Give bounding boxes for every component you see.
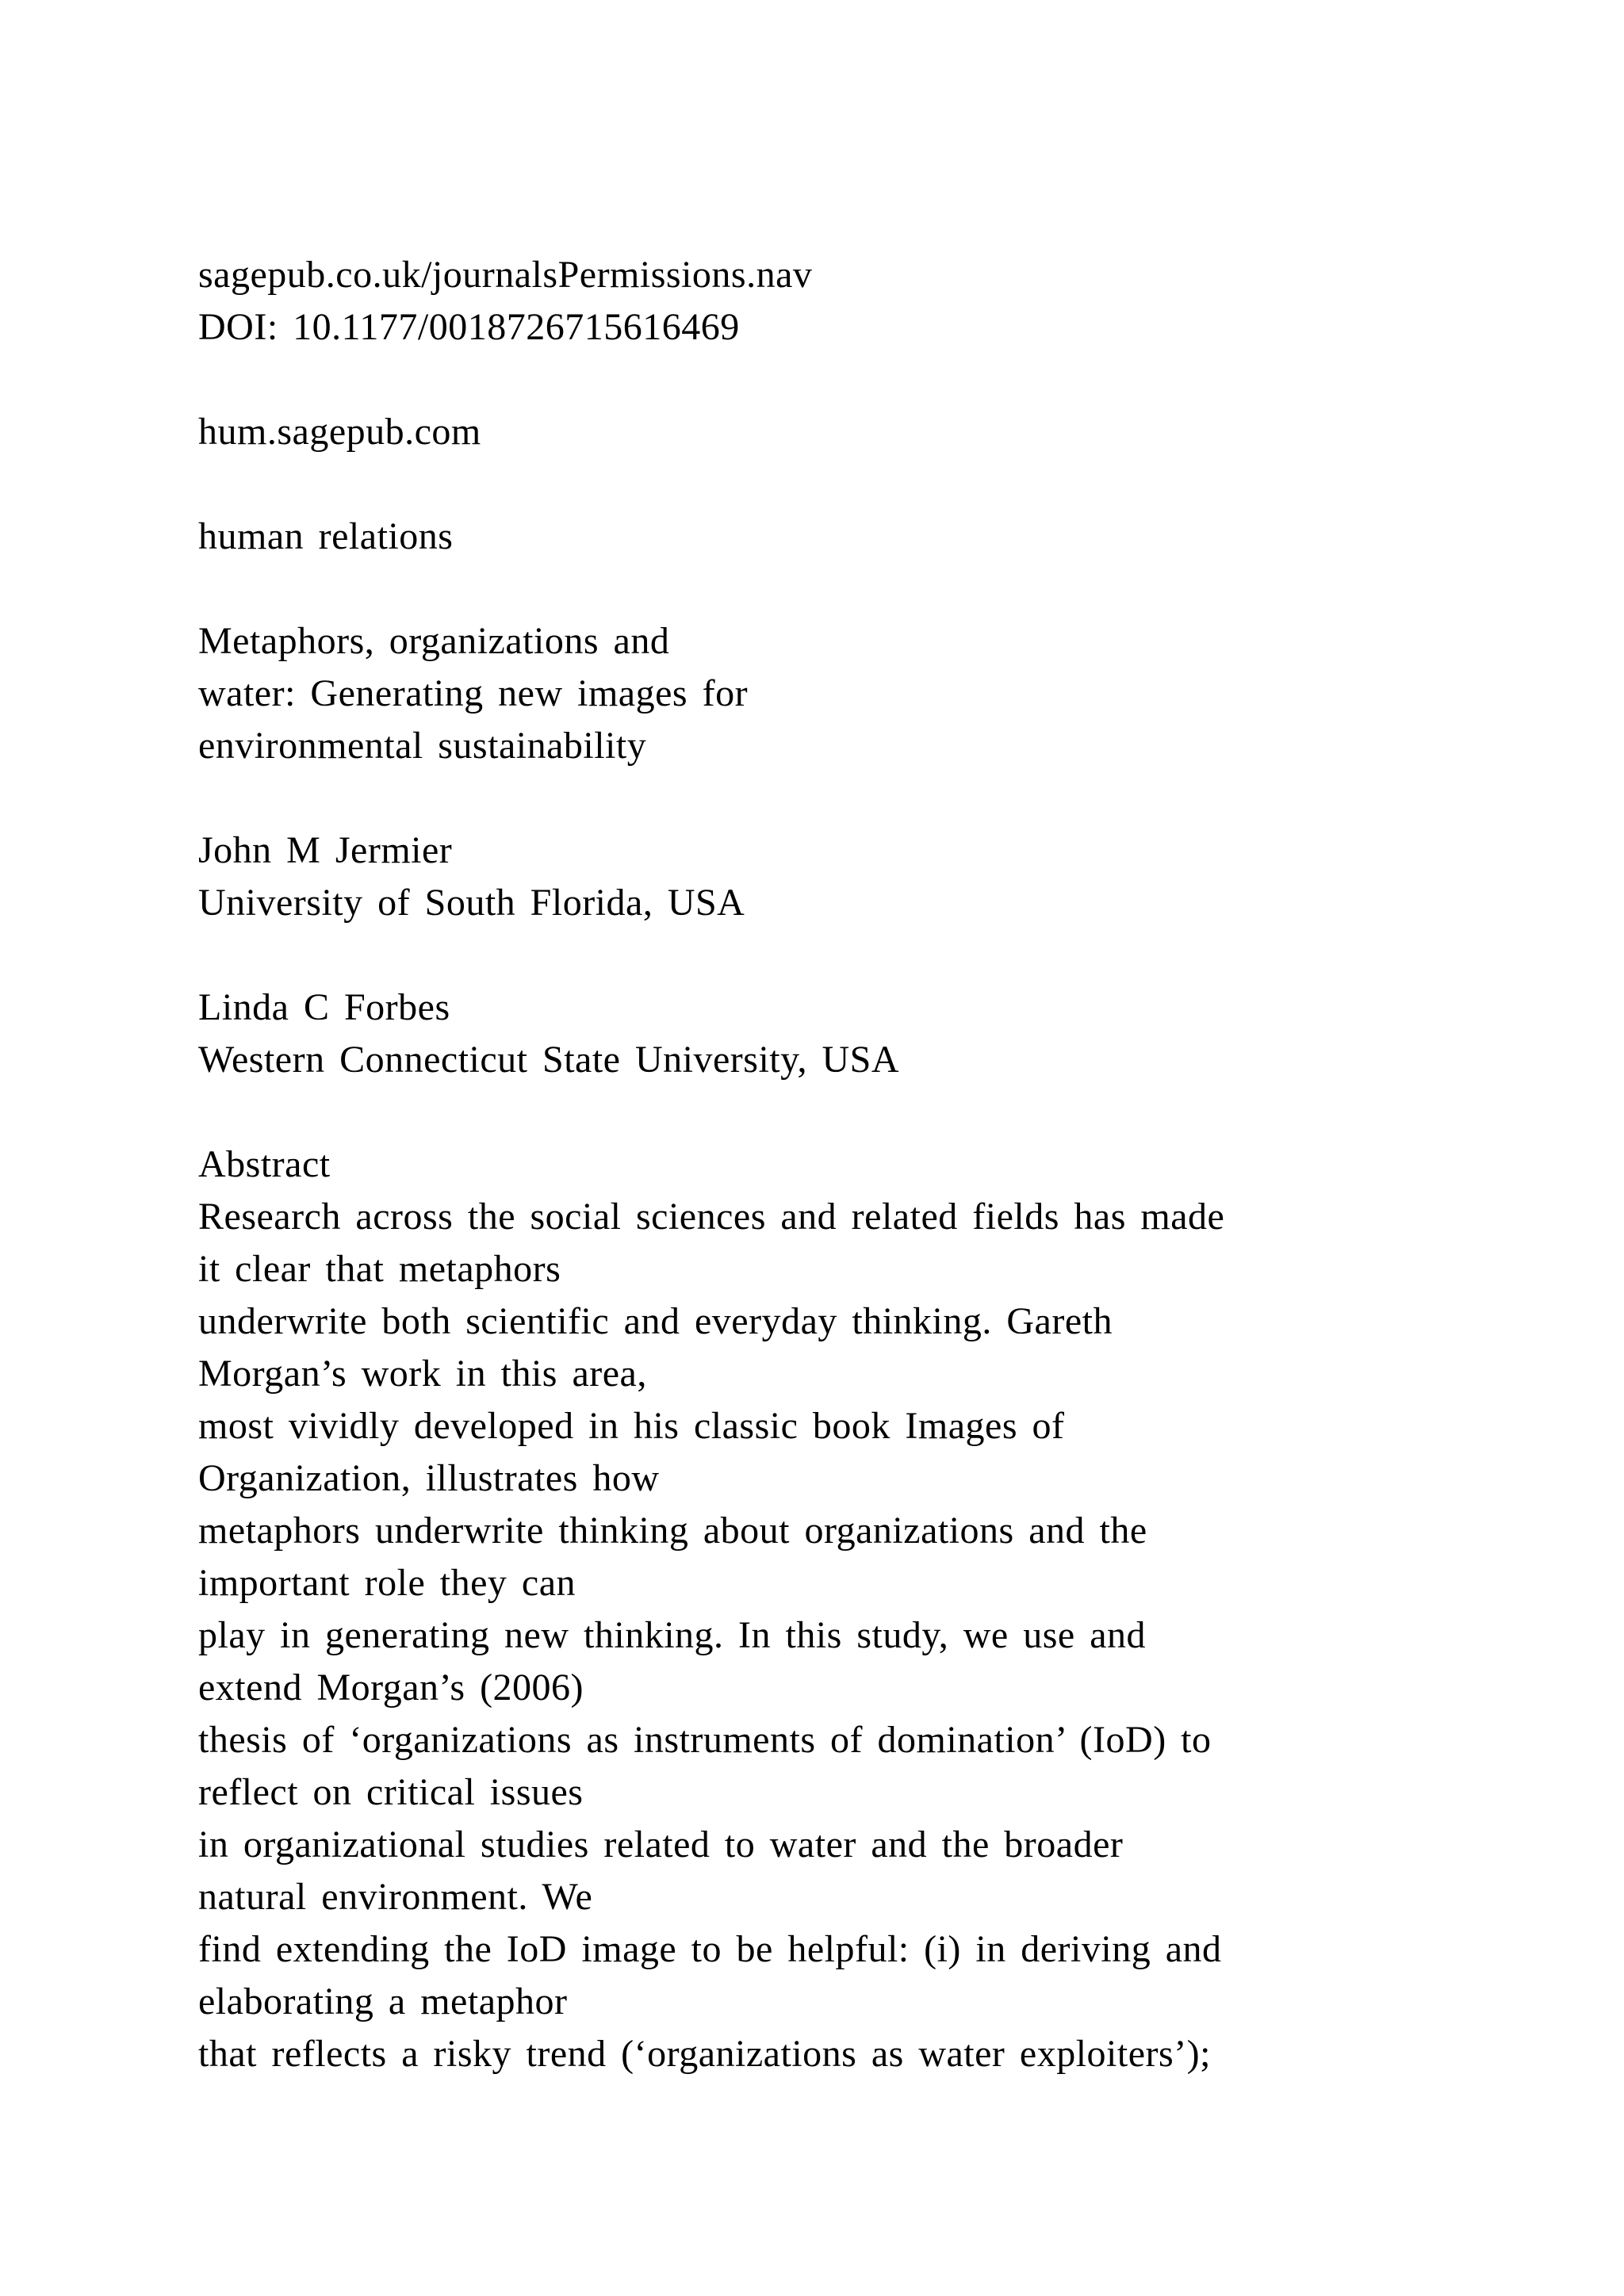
abstract-line: elaborating a metaphor xyxy=(198,1980,568,2022)
spacer xyxy=(198,929,1507,982)
abstract-line: most vividly developed in his classic book Images of xyxy=(198,1405,1065,1447)
author-affiliation: University of South Florida, USA xyxy=(198,882,745,924)
spacer xyxy=(198,1086,1507,1138)
author-block xyxy=(198,825,1507,982)
abstract-line: important role they can xyxy=(198,1562,576,1604)
author-name: Linda C Forbes xyxy=(198,986,450,1028)
abstract-line: Research across the social sciences and related fields has made xyxy=(198,1196,1225,1238)
spacer xyxy=(198,772,1507,825)
author-affiliation: Western Connecticut State University, USA xyxy=(198,1039,900,1081)
abstract-line: underwrite both scientific and everyday thinking. Gareth xyxy=(198,1300,1113,1342)
author-name: John M Jermier xyxy=(198,829,453,871)
abstract-line: reflect on critical issues xyxy=(198,1771,584,1813)
spacer xyxy=(198,563,1507,615)
article-header xyxy=(198,249,1507,615)
doi-text: DOI: 10.1177/0018726715616469 xyxy=(198,306,740,348)
abstract-line: natural environment. We xyxy=(198,1876,593,1918)
journal-website: hum.sagepub.com xyxy=(198,411,481,453)
abstract-line: it clear that metaphors xyxy=(198,1248,561,1290)
journal-name: human relations xyxy=(198,515,454,557)
abstract-line: extend Morgan’s (2006) xyxy=(198,1667,584,1709)
abstract-line: metaphors underwrite thinking about organizations and the xyxy=(198,1510,1147,1552)
title-line: Metaphors, organizations and xyxy=(198,620,670,662)
abstract-line: thesis of ‘organizations as instruments of domination’ (IoD) to xyxy=(198,1719,1212,1761)
permissions-url: sagepub.co.uk/journalsPermissions.nav xyxy=(198,254,813,296)
title-line: environmental sustainability xyxy=(198,725,647,767)
abstract-line: Morgan’s work in this area, xyxy=(198,1353,647,1395)
author-block xyxy=(198,982,1507,1138)
document-page xyxy=(198,249,1507,2080)
abstract-section xyxy=(198,1138,1507,2080)
title-line: water: Generating new images for xyxy=(198,672,749,714)
abstract-line: Organization, illustrates how xyxy=(198,1457,660,1499)
abstract-line: play in generating new thinking. In this study, we use and xyxy=(198,1614,1147,1656)
abstract-line: in organizational studies related to water and the broader xyxy=(198,1823,1124,1866)
abstract-line: find extending the IoD image to be helpful: (i) in deriving and xyxy=(198,1928,1222,1970)
article-title xyxy=(198,615,1507,825)
spacer xyxy=(198,354,1507,406)
abstract-heading: Abstract xyxy=(198,1143,331,1185)
spacer xyxy=(198,458,1507,511)
abstract-line: that reflects a risky trend (‘organizations as water exploiters’); xyxy=(198,2033,1211,2075)
